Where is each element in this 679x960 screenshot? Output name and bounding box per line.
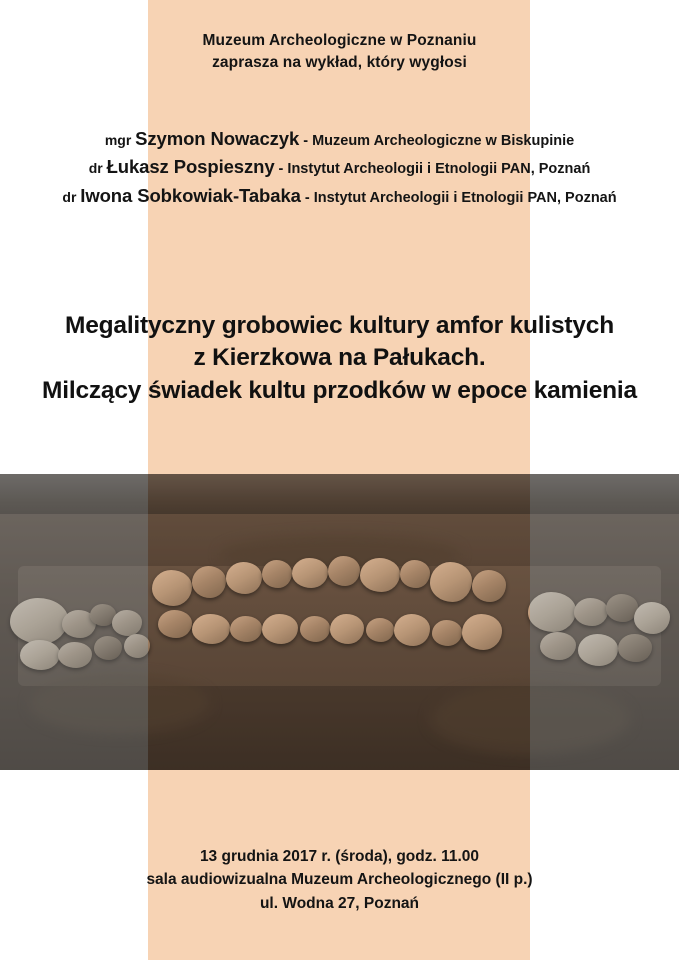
speaker-name: Szymon Nowaczyk	[135, 128, 300, 149]
title-line-3: Milczący świadek kultu przodków w epoce kamienia	[42, 376, 637, 404]
poster-header	[0, 30, 679, 74]
title-line-2: z Kierzkowa na Pałukach.	[193, 344, 486, 372]
lecture-title	[0, 310, 679, 407]
speaker-row	[0, 182, 679, 210]
excavation-photo	[0, 474, 679, 770]
speaker-row	[0, 153, 679, 181]
poster-footer	[0, 845, 679, 915]
speaker-title-prefix: dr	[88, 160, 107, 177]
speaker-title-prefix: dr	[62, 188, 81, 205]
header-line-2: zaprasza na wykład, który wygłosi	[212, 54, 467, 71]
speaker-affiliation: - Instytut Archeologii i Etnologii PAN, Poznań	[300, 189, 617, 206]
photo-warm-band-overlay	[148, 474, 530, 770]
footer-date-time: 13 grudnia 2017 r. (środa), godz. 11.00	[199, 848, 480, 865]
speaker-affiliation: - Muzeum Archeologiczne w Biskupinie	[299, 133, 575, 149]
footer-venue: sala audiowizualna Muzeum Archeologicznego (II p.)	[146, 871, 533, 889]
speaker-row	[0, 125, 679, 153]
footer-address: ul. Wodna 27, Poznań	[259, 894, 420, 912]
photo-greyscale-left	[0, 474, 148, 770]
photo-greyscale-right	[530, 474, 679, 770]
title-line-1: Megalityczny grobowiec kultury amfor kulistych	[65, 312, 614, 339]
speaker-name: Iwona Sobkowiak-Tabaka	[80, 184, 301, 206]
speaker-title-prefix: mgr	[104, 132, 136, 148]
speakers-list	[0, 125, 679, 210]
header-line-1: Muzeum Archeologiczne w Poznaniu	[202, 32, 477, 49]
speaker-affiliation: - Instytut Archeologii i Etnologii PAN, Poznań	[274, 161, 591, 178]
speaker-name: Łukasz Pospieszny	[106, 156, 275, 178]
